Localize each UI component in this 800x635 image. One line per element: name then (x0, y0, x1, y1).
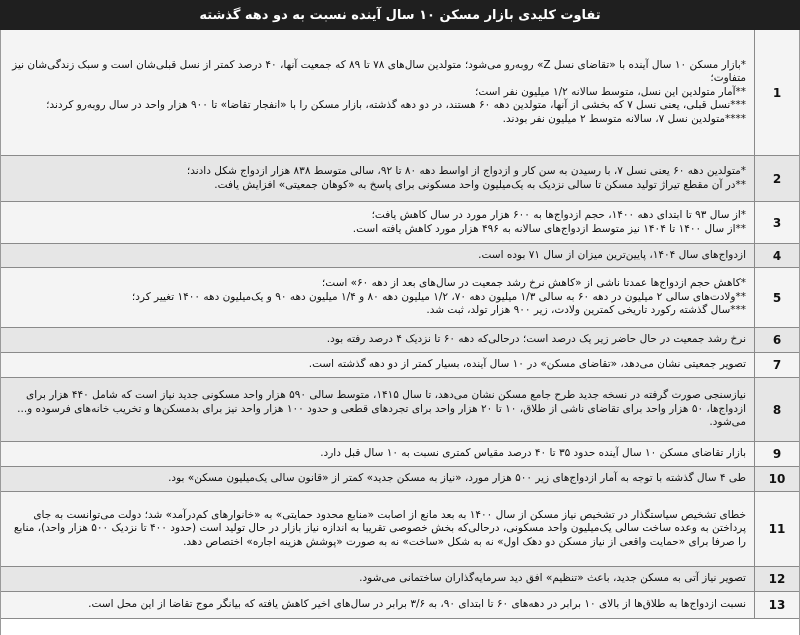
row-text-line: ***سال گذشته رکورد تاریخی کمترین ولادت، زیر ۹۰۰ هزار تولد، ثبت شد. (426, 304, 746, 317)
row-text-line: ازدواج‌های سال ۱۴۰۴، پایین‌ترین میزان از سال ۷۱ بوده است. (478, 248, 746, 261)
row-number: 4 (754, 244, 799, 267)
row-text-line: **آمار متولدین این نسل، متوسط سالانه ۱/۲ میلیون نفر است؛ (475, 85, 746, 98)
table-row (1, 244, 799, 268)
row-text-line: **از سال ۱۴۰۰ تا ۱۴۰۴ نیز متوسط ازدواج‌های سالانه به ۴۹۶ هزار مورد کاهش یافته است. (352, 222, 746, 235)
row-number: 11 (754, 492, 799, 566)
row-number: 5 (754, 268, 799, 327)
row-text-line: **در آن مقطع تیراژ تولید مسکن تا سالی نزدیک به یک‌میلیون واحد مسکونی برای پاسخ به «کوهان جمعیتی» افزایش یافت. (214, 178, 746, 191)
row-text-cell (1, 30, 754, 155)
row-text-line: ****متولدین نسل ۷، سالانه متوسط ۲ میلیون نفر بودند. (502, 112, 746, 125)
row-text-line: ***نسل قبلی، یعنی نسل ۷ که بخشی از آنها، متولدین دهه ۶۰ هستند، در دو دهه گذشته، بازار مسکن را با «انفجار تقاضا» تا ۹۰۰ هزار واحد در سال روبه‌رو کردند؛ (46, 99, 746, 112)
row-text-line: بازار تقاضای مسکن ۱۰ سال آینده حدود ۳۵ تا ۴۰ درصد مقیاس کمتری نسبت به ۱۰ سال قبل دارد. (320, 447, 746, 460)
row-number: 8 (754, 378, 799, 441)
comparison-table (0, 30, 800, 635)
row-number: 3 (754, 202, 799, 243)
row-text-line: خطای تشخیص سیاستگذار در تشخیص نیاز مسکن از سال ۱۴۰۰ به بعد مانع از اصابت «منابع محدود حمایتی» به «خانوارهای کم‌درآمد» شد؛ دولت می‌توانست به جای پرداختن به وعده ساخت سالی یک‌میلیون واحد مسکونی، درحالی‌که بخش خصوصی تقریبا به اندازه نیاز بازار در حال تولید است (حدود ۴۰۰ تا نزدیک ۵۰۰ هزار واحد)، منابع را صرفا برای «حمایت واقعی از نیاز مسکن دو دهک اول» نه به شکل «ساخت» نه به صورت «پوشش هزینه اجاره» اختصاص دهد. (13, 508, 746, 548)
table-row (1, 30, 799, 156)
row-text-line: نسبت ازدواج‌ها به طلاق‌ها از بالای ۱۰ برابر در دهه‌های ۶۰ تا ابتدای ۹۰، به ۳/۶ برابر در سال‌های اخیر کاهش یافته که بیانگر موج تقاضا از این محل است. (88, 598, 746, 611)
row-text-cell (1, 442, 754, 466)
row-number: 13 (754, 592, 799, 618)
row-number: 1 (754, 30, 799, 155)
table-row (1, 202, 799, 244)
row-number: 12 (754, 567, 799, 591)
row-text-cell (1, 492, 754, 566)
row-number: 9 (754, 442, 799, 466)
row-text-line: نیازسنجی صورت گرفته در نسخه جدید طرح جامع مسکن نشان می‌دهد، تا سال ۱۴۱۵، متوسط سالی ۵۹۰ هزار واحد مسکونی جدید نیاز است که شامل ۴۴۰ هزار برای ازدواج‌ها، ۵۰ هزار واحد برای تقاضای ناشی از طلاق، ۱۰ تا ۲۰ هزار واحد برای تجردهای قطعی و حدود ۱۰۰ هزار واحد نیز برای بدمسکن‌ها و تخریب خانه‌های فرسوده و... می‌شود. (17, 389, 746, 429)
table-row (1, 467, 799, 492)
row-text-cell (1, 592, 754, 618)
row-text-cell (1, 467, 754, 491)
row-text-line: *بازار مسکن ۱۰ سال آینده با «تقاضای نسل Z» روبه‌رو می‌شود؛ متولدین سال‌های ۷۸ تا ۸۹ که جمعیت آنها، ۴۰ درصد کمتر از نسل قبلی‌شان است و سبک زندگی‌شان نیز متفاوت؛ (12, 58, 746, 85)
row-text-cell (1, 268, 754, 327)
row-text-line: **ولادت‌های سالی ۲ میلیون در دهه ۶۰ به سالی ۱/۳ میلیون دهه ۷۰، ۱/۲ میلیون دهه ۸۰ و ۱/۴ میلیون دهه ۹۰ و یک‌میلیون دهه ۱۴۰۰ تغییر کرد؛ (131, 290, 746, 303)
table-row (1, 328, 799, 353)
table-row (1, 378, 799, 442)
table-row (1, 442, 799, 467)
table-row (1, 156, 799, 202)
row-text-cell (1, 156, 754, 201)
row-text-cell (1, 353, 754, 377)
table-row (1, 353, 799, 378)
table-row (1, 592, 799, 619)
row-number: 10 (754, 467, 799, 491)
row-number: 7 (754, 353, 799, 377)
row-number: 6 (754, 328, 799, 352)
row-text-cell (1, 202, 754, 243)
table-title: تفاوت کلیدی بازار مسکن ۱۰ سال آینده نسبت به دو دهه گذشته (0, 0, 800, 30)
row-text-line: *متولدین دهه ۶۰ یعنی نسل ۷، با رسیدن به سن کار و ازدواج از اواسط دهه ۸۰ تا ۹۲، سالی متوسط ۸۳۸ هزار ازدواج شکل دادند؛ (186, 165, 746, 177)
row-number: 2 (754, 156, 799, 201)
row-text-line: نرخ رشد جمعیت در حال حاضر زیر یک درصد است؛ درحالی‌که دهه ۶۰ تا نزدیک ۴ درصد رفته بود. (326, 333, 746, 346)
row-text-line: تصویر جمعیتی نشان می‌دهد، «تقاضای مسکن» در ۱۰ سال آینده، بسیار کمتر از دو دهه گذشته است. (308, 358, 746, 371)
row-text-line: *کاهش حجم ازدواج‌ها عمدتا ناشی از «کاهش نرخ رشد جمعیت در سال‌های بعد از دهه ۶۰» است؛ (321, 277, 746, 290)
table-row (1, 268, 799, 328)
row-text-cell (1, 328, 754, 352)
table-row (1, 567, 799, 592)
table-row (1, 492, 799, 567)
row-text-line: *از سال ۹۳ تا ابتدای دهه ۱۴۰۰، حجم ازدواج‌ها به ۶۰۰ هزار مورد در سال کاهش یافت؛ (371, 209, 746, 221)
row-text-line: تصویر نیاز آتی به مسکن جدید، باعث «تنظیم» افق دید سرمایه‌گذاران ساختمانی می‌شود. (359, 572, 746, 585)
row-text-cell (1, 567, 754, 591)
row-text-cell (1, 378, 754, 441)
row-text-cell (1, 244, 754, 267)
row-text-line: طی ۴ سال گذشته با توجه به آمار ازدواج‌های زیر ۵۰۰ هزار مورد، «نیاز به مسکن جدید» کمتر از «قانون سالی یک‌میلیون مسکن» بود. (168, 472, 746, 485)
